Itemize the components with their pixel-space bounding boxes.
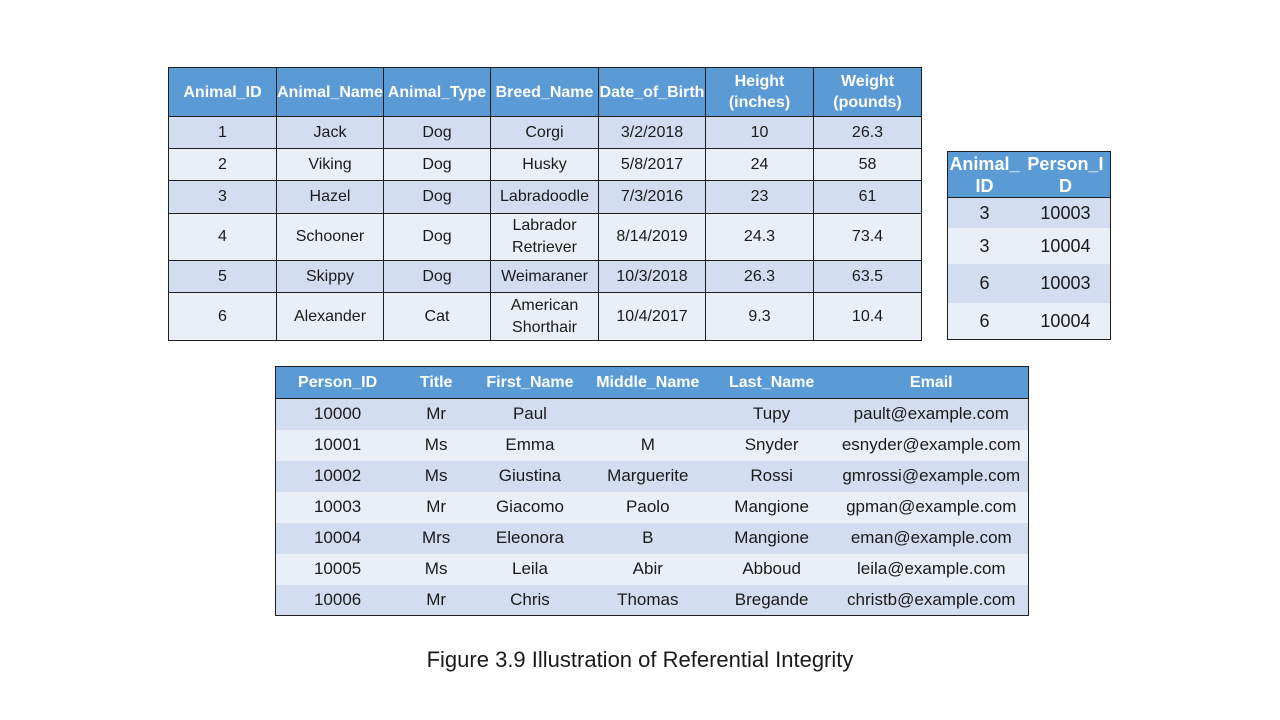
table-cell: Weimaraner (491, 261, 599, 293)
table-row (169, 117, 922, 149)
figure-caption: Figure 3.9 Illustration of Referential Integrity (426, 647, 854, 672)
table-cell: 24.3 (706, 214, 814, 261)
table-cell (587, 399, 709, 430)
column-header: Middle_Name (587, 367, 709, 399)
table-row (276, 461, 1029, 492)
table-cell: 4 (169, 214, 277, 261)
table-cell: 10004 (1021, 228, 1111, 264)
table-cell: 10005 (276, 554, 400, 585)
table-cell: Dog (384, 214, 491, 261)
table-cell: Mangione (709, 523, 835, 554)
table-cell: 6 (169, 293, 277, 341)
table-cell: Mr (399, 492, 473, 523)
column-header: Height (inches) (706, 68, 814, 117)
table-cell: Ms (399, 430, 473, 461)
animals-table (168, 67, 922, 341)
table-cell: Tupy (709, 399, 835, 430)
table-row (948, 228, 1111, 264)
column-header: Person_ID (276, 367, 400, 399)
table-cell: leila@example.com (835, 554, 1029, 585)
table-cell: 3/2/2018 (599, 117, 706, 149)
table-cell: Abir (587, 554, 709, 585)
table-cell: Cat (384, 293, 491, 341)
table-cell: Corgi (491, 117, 599, 149)
table-cell: Hazel (277, 181, 384, 214)
table-cell: 9.3 (706, 293, 814, 341)
table-cell: 73.4 (814, 214, 922, 261)
table-row (948, 198, 1111, 228)
table-cell: 10006 (276, 585, 400, 616)
table-cell: 24 (706, 149, 814, 181)
table-cell: 2 (169, 149, 277, 181)
table-cell: 10/4/2017 (599, 293, 706, 341)
table-cell: Giustina (473, 461, 587, 492)
table-row (276, 585, 1029, 616)
table-cell: Ms (399, 461, 473, 492)
table-cell: 3 (948, 228, 1021, 264)
table-cell: 1 (169, 117, 277, 149)
table-row (948, 303, 1111, 340)
table-cell: Alexander (277, 293, 384, 341)
table-row (169, 149, 922, 181)
table-cell: 10001 (276, 430, 400, 461)
column-header: Email (835, 367, 1029, 399)
table-cell: 10.4 (814, 293, 922, 341)
table-cell: Mrs (399, 523, 473, 554)
column-header: Last_Name (709, 367, 835, 399)
table-cell: Eleonora (473, 523, 587, 554)
table-cell: 10004 (276, 523, 400, 554)
table-row (169, 293, 922, 341)
table-cell: 26.3 (706, 261, 814, 293)
ownership-table (947, 151, 1111, 340)
table-cell: 58 (814, 149, 922, 181)
table-cell: Emma (473, 430, 587, 461)
table-cell: 10002 (276, 461, 400, 492)
table-cell: Abboud (709, 554, 835, 585)
table-cell: Jack (277, 117, 384, 149)
table-cell: 10004 (1021, 303, 1111, 340)
column-header: Animal_ID (949, 153, 1020, 196)
table-cell: Thomas (587, 585, 709, 616)
table-header-row (169, 68, 922, 117)
table-cell: 61 (814, 181, 922, 214)
table-cell: Dog (384, 261, 491, 293)
column-header: Animal_Type (384, 68, 491, 117)
table-cell: 5/8/2017 (599, 149, 706, 181)
table-cell: 3 (169, 181, 277, 214)
table-cell: Dog (384, 117, 491, 149)
table-cell: gpman@example.com (835, 492, 1029, 523)
table-cell: Marguerite (587, 461, 709, 492)
table-cell: Ms (399, 554, 473, 585)
table-cell: Chris (473, 585, 587, 616)
table-row (276, 399, 1029, 430)
table-row (169, 261, 922, 293)
table-row (169, 214, 922, 261)
table-cell: Bregande (709, 585, 835, 616)
column-header: Date_of_Birth (599, 68, 706, 117)
table-cell: Viking (277, 149, 384, 181)
column-header: First_Name (473, 367, 587, 399)
table-cell: Mr (399, 399, 473, 430)
table-cell: 10003 (276, 492, 400, 523)
table-cell: Snyder (709, 430, 835, 461)
table-cell: Schooner (277, 214, 384, 261)
table-cell: M (587, 430, 709, 461)
column-header: Breed_Name (491, 68, 599, 117)
table-cell: Labradoodle (491, 181, 599, 214)
table-cell: 63.5 (814, 261, 922, 293)
table-cell: 26.3 (814, 117, 922, 149)
table-cell: 6 (948, 264, 1021, 303)
table-row (276, 554, 1029, 585)
table-cell: 6 (948, 303, 1021, 340)
table-cell: Rossi (709, 461, 835, 492)
table-row (276, 430, 1029, 461)
column-header: Title (399, 367, 473, 399)
table-cell: Giacomo (473, 492, 587, 523)
column-header: Person_ID (1021, 152, 1111, 198)
persons-table (275, 366, 1029, 616)
table-cell: B (587, 523, 709, 554)
table-cell: American Shorthair (491, 293, 599, 341)
table-cell: 8/14/2019 (599, 214, 706, 261)
table-cell: pault@example.com (835, 399, 1029, 430)
table-cell: 10/3/2018 (599, 261, 706, 293)
table-cell: 23 (706, 181, 814, 214)
table-cell: 5 (169, 261, 277, 293)
table-cell: esnyder@example.com (835, 430, 1029, 461)
table-header-row (276, 367, 1029, 399)
table-cell: 10000 (276, 399, 400, 430)
table-cell: 10 (706, 117, 814, 149)
table-cell: Paolo (587, 492, 709, 523)
table-row (169, 181, 922, 214)
table-cell: Dog (384, 181, 491, 214)
table-cell: gmrossi@example.com (835, 461, 1029, 492)
table-cell: Leila (473, 554, 587, 585)
column-header: Animal_ID (169, 68, 277, 117)
table-cell: Mr (399, 585, 473, 616)
column-header: Weight (pounds) (814, 68, 922, 117)
table-row (948, 264, 1111, 303)
table-cell: Dog (384, 149, 491, 181)
table-row (276, 492, 1029, 523)
table-cell: Skippy (277, 261, 384, 293)
table-cell: Paul (473, 399, 587, 430)
table-cell: Mangione (709, 492, 835, 523)
table-cell: Labrador Retriever (491, 214, 599, 261)
table-cell: 10003 (1021, 198, 1111, 228)
table-cell: 3 (948, 198, 1021, 228)
table-cell: eman@example.com (835, 523, 1029, 554)
table-cell: 10003 (1021, 264, 1111, 303)
column-header: Animal_Name (277, 68, 384, 117)
table-cell: christb@example.com (835, 585, 1029, 616)
table-cell: Husky (491, 149, 599, 181)
table-header-row (948, 152, 1111, 198)
table-cell: 7/3/2016 (599, 181, 706, 214)
table-row (276, 523, 1029, 554)
